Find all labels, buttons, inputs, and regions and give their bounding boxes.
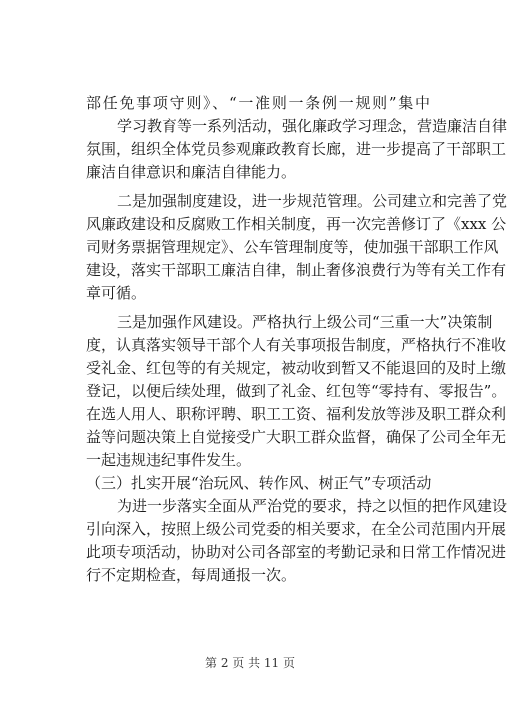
text-line: 在选人用人、职称评聘、职工工资、福利发放等涉及职工群众利 xyxy=(86,405,507,423)
text-line: 学习教育等一系列活动，强化廉政学习理念，营造廉洁自律 xyxy=(117,117,507,135)
section-heading: （三）扎实开展“治玩风、转作风、树正气”专项活动 xyxy=(86,474,432,492)
text-line: 部任免事项守则》、“一准则一条例一规则”集中 xyxy=(86,94,430,112)
text-line: 廉洁自律意识和廉洁自律能力。 xyxy=(86,163,297,181)
text-line: 氛围，组织全体党员参观廉政教育长廊，进一步提高了干部职工 xyxy=(86,140,507,158)
text-line: 受礼金、红包等的有关规定，被动收到暂又不能退回的及时上缴 xyxy=(86,359,507,377)
text-line: 建设，落实干部职工廉洁自律，制止奢侈浪费行为等有关工作有 xyxy=(86,261,507,279)
text-line: 风廉政建设和反腐败工作相关制度，再一次完善修订了《xxx 公 xyxy=(86,215,507,233)
text-line: 三是加强作风建设。严格执行上级公司“三重一大”决策制 xyxy=(117,313,493,331)
text-line: 二是加强制度建设，进一步规范管理。公司建立和完善了党 xyxy=(117,192,507,210)
text-line: 为进一步落实全面从严治党的要求，持之以恒的把作风建设 xyxy=(117,497,507,515)
text-line: 引向深入，按照上级公司党委的相关要求，在全公司范围内开展 xyxy=(86,520,507,538)
text-line: 益等问题决策上自觉接受广大职工群众监督，确保了公司全年无 xyxy=(86,428,507,446)
text-line: 登记，以便后续处理，做到了礼金、红包等“零持有、零报告”。 xyxy=(86,382,507,400)
text-line: 章可循。 xyxy=(86,284,147,302)
document-body xyxy=(86,92,507,587)
page-number: 第 2 页 共 11 页 xyxy=(205,656,295,670)
text-line: 行不定期检查，每周通报一次。 xyxy=(86,566,297,584)
text-line: 一起违规违纪事件发生。 xyxy=(86,451,252,469)
text-line: 司财务票据管理规定》、公车管理制度等，使加强干部职工作风 xyxy=(86,238,499,256)
text-line: 此项专项活动，协助对公司各部室的考勤记录和日常工作情况进 xyxy=(86,543,507,561)
text-line: 度，认真落实领导干部个人有关事项报告制度，严格执行不准收 xyxy=(86,336,507,354)
